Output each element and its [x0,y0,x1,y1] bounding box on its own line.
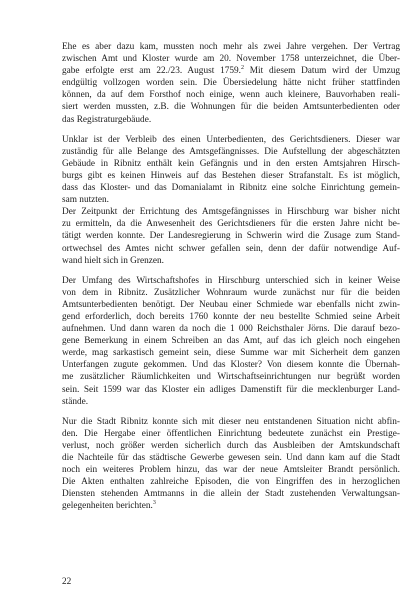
text-segment: gabe erfolgte erst am 22./23. August 1759. [62,66,241,77]
text-line: Unterfangen zugute gekommen. Und das Kloster? Von diesem konnte die Übernah- [62,360,400,371]
text-line: stände. [62,396,89,407]
footnote-marker: 2 [241,65,244,72]
paragraph-3 [62,206,400,266]
text-line: tätigt werden konnte. Der Landesregierung in Schwerin wird die Zusage zum Stand- [62,231,400,242]
text-line: können, da auf dem Forsthof noch einige, wenn auch kleinere, Bauvorhaben reali- [62,90,400,101]
text-line: Unklar ist der Verbleib des einen Unterbedienten, des Gerichtsdieners. Dieser war [62,134,400,145]
text-line: ortwechsel des Amtes nicht schwer gefallen sein, denn der dafür notwendige Auf- [62,243,400,254]
text-line: noch ein weiteres Problem hinzu, das war der neue Amtsleiter Brandt persönlich. [62,465,400,476]
text-line: werde, mag sarkastisch gemeint sein, diese Summe war mit Sicherheit dem ganzen [62,348,400,359]
text-line: von dem in Ribnitz. Zusätzlicher Wohnraum wurde zunächst nur für die beiden [62,287,400,298]
text-line: gene Bemerkung in einem Schreiben an das Amt, auf das ich gleich noch eingehen [62,336,400,347]
text-line: sein. Seit 1599 war das Kloster ein adliges Damenstift für die mecklenburger Land- [62,384,400,395]
text-line: Nur die Stadt Ribnitz konnte sich mit dieser neu entstandenen Situation nicht abfin- [62,416,400,427]
paragraph-2 [62,134,400,207]
text-line: das Registraturgebäude. [62,114,152,125]
text-line: me zusätzlicher Räumlichkeiten und Wirtschaftseinrichtungen nur begrüßt worden [62,372,400,383]
text-line: Diensten stehenden Amtmanns in die allein der Stadt zustehenden Verwaltungsan- [62,489,400,500]
text-segment: Mit diesem Datum wird der Umzug [244,66,401,77]
text-line: Gebäude in Ribnitz enthält kein Gefängnis und in den ersten Amtsjahren Hirsch- [62,158,400,169]
paragraph-4 [62,275,400,408]
text-line: zu ermitteln, da die Anwesenheit des Gerichtsdieners für die ersten Jahre nicht be- [62,219,400,230]
text-line: dass das Kloster- und das Domanialamt in Ribnitz eine solche Einrichtung gemein- [62,183,400,194]
text-line: Amtsunterbedienten benötigt. Der Neubau einer Schmiede war ebenfalls nicht zwin- [62,299,400,310]
text-line: gend erforderlich, doch bereits 1760 konnte der neu bestellte Schmied seine Arbeit [62,311,400,322]
text-line: Die Akten enthalten zahlreiche Episoden, die von Eingriffen des in herzoglichen [62,477,400,488]
text-line [62,500,400,512]
text-line: wand hielt sich in Grenzen. [62,255,164,266]
text-line [62,65,400,77]
page-number: 22 [62,577,72,587]
body-text [62,41,400,520]
paragraph-5 [62,416,400,513]
text-line: Ehe es aber dazu kam, mussten noch mehr als zwei Jahre vergehen. Der Vertrag [62,42,400,52]
text-line: die Nachteile für das städtische Gewerbe gewesen sein. Und dann kam auf die Stadt [62,453,400,463]
text-line: den. Die Hergabe einer öffentlichen Einrichtung bedeutete zunächst ein Prestige- [62,428,400,439]
text-line: Der Zeitpunkt der Errichtung des Amtsgefängnisses in Hirschburg war bisher nicht [62,207,400,218]
text-line: zuständig für alle Belange des Amtsgefängnisses. Die Aufstellung der abgeschätzten [62,146,400,157]
footnote-marker: 3 [152,500,156,507]
text-line: sam nutzten. [62,195,109,206]
text-line: zwischen Amt und Kloster wurde am 20. November 1758 unterzeichnet, die Über- [62,54,400,65]
text-line: burgs gibt es keinen Hinweis auf das Bestehen dieser Strafanstalt. Es ist möglich, [62,170,400,181]
text-line: aufnehmen. Und dann waren da noch die 1 000 Reichsthaler Jörns. Die darauf bezo- [62,324,400,335]
paragraph-1 [62,41,400,126]
text-line: siert werden mussten, z.B. die Wohnungen für die beiden Amtsunterbedienten oder [62,102,400,113]
text-line: Der Umfang des Wirtschaftshofes in Hirschburg unterschied sich in keiner Weise [62,275,400,286]
text-line: endgültig vollzogen worden sein. Die Übersiedelung hätte nicht früher stattfinden [62,78,400,89]
text-line: verlust, noch größer werden sicherlich durch das Ausbleiben der Amtskundschaft [62,440,400,451]
text-segment: gelegenheiten berichten. [62,501,153,512]
